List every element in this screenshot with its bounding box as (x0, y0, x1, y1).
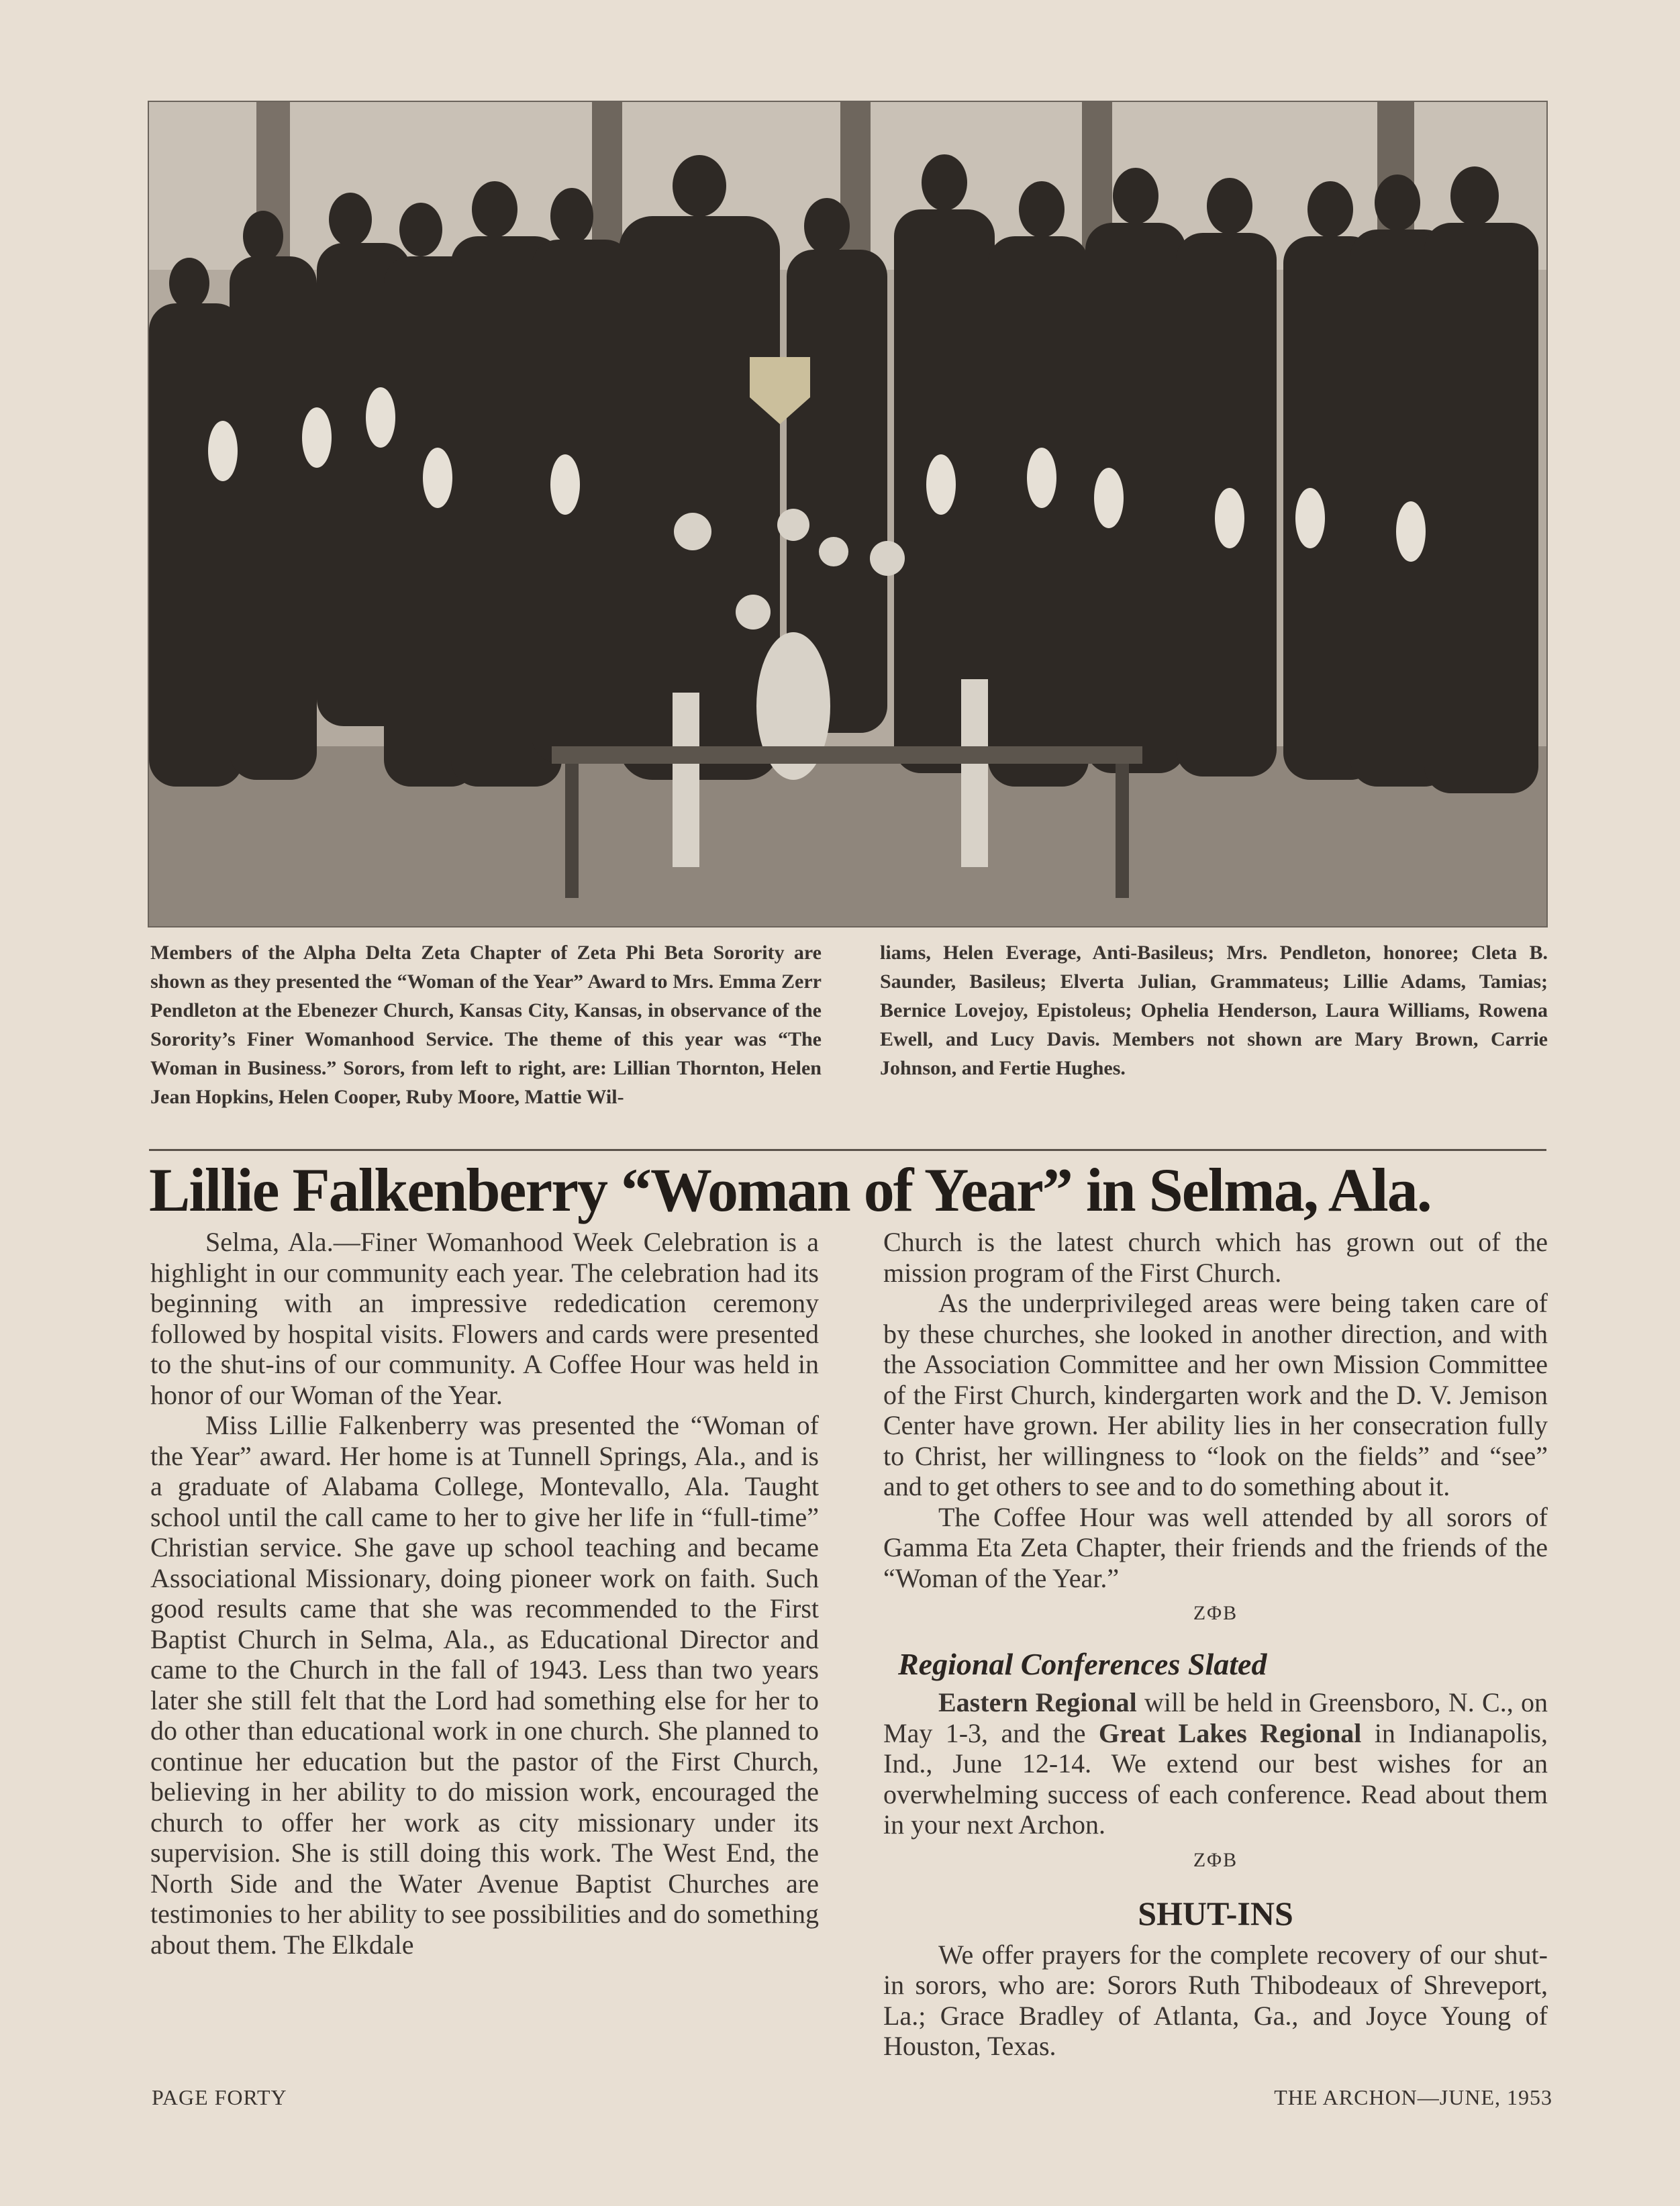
section-divider-symbol: ΖΦΒ (1193, 1602, 1238, 1624)
article-headline: Lillie Falkenberry “Woman of Year” in Selma, Ala. (149, 1156, 1431, 1224)
group-photo-illustration (149, 102, 1546, 926)
regional-conferences-text (883, 1687, 1548, 1840)
photo-caption-right: liams, Helen Everage, Anti-Basileus; Mrs. Pendleton, honoree; Cleta B. Saunder, Basileus; Elverta Julian, Grammateus; Lillie Adams, Tamias; Bernice Lovejoy, Epistoleus; Ophelia Henderson, Laura Williams, Rowena Ewell, and Lucy Davis. Members not shown are Mary Brown, Carrie Johnson, and Fertie Hughes. (880, 942, 1548, 1079)
page-number-footer: PAGE FORTY (152, 2085, 287, 2109)
article-column-right (883, 1227, 1548, 2062)
publication-footer: THE ARCHON—JUNE, 1953 (1274, 2085, 1552, 2109)
article-paragraph: Miss Lillie Falkenberry was presented the “Woman of the Year” award. Her home is at Tunnell Springs, Ala., and is a graduate of Alabama College, Montevallo, Ala. Taught school until the call came to her to give her life in “full-time” Christian service. She gave up school teaching and became Associational Missionary, doing pioneer work on faith. Such good results came that she was recommended to the First Baptist Church in Selma, Ala., as Educational Director and came to the Church in the fall of 1943. Less than two years later she still felt that the Lord had something else for her to do other than educational work in one church. She planned to continue her education but the pastor of the First Church, believing in her ability to do mission work, encouraged the church to offer her work as city missionary under its supervision. She is still doing this work. The West End, the North Side and the Water Avenue Baptist Churches are testimonies to her ability to see possibilities and do something about them. The Elkdale (150, 1410, 819, 1960)
great-lakes-regional-label: Great Lakes Regional (1098, 1717, 1362, 1748)
article-paragraph: As the underprivileged areas were being taken care of by these churches, she looked in another direction, and with the Association Committee and her own Mission Committee of the First Church, kindergarten work and the D. V. Jemison Center have grown. Her ability lies in her consecration fully to Christ, her willingness to “look on the fields” and “see” and to get others to see and to do something about it. (883, 1288, 1548, 1501)
regional-text-part: will be held in Greensboro, N. C., on May 1-3, and the (883, 1687, 1548, 1748)
regional-conferences-heading: Regional Conferences Slated (898, 1647, 1267, 1681)
group-photograph (148, 101, 1548, 927)
divider-rule (149, 1149, 1546, 1151)
section-divider-symbol: ΖΦΒ (1193, 1848, 1238, 1871)
article-paragraph: Selma, Ala.—Finer Womanhood Week Celebration is a highlight in our community each year. The celebration had its beginning with an impressive rededication ceremony followed by hospital visits. Flowers and cards were presented to the shut-ins of our community. A Coffee Hour was held in honor of our Woman of the Year. (150, 1227, 819, 1410)
article-paragraph: The Coffee Hour was well attended by all sorors of Gamma Eta Zeta Chapter, their friends and the friends of the “Woman of the Year.” (883, 1501, 1548, 1593)
regional-text-part: in Indianapolis, Ind., June 12-14. We extend our best wishes for an overwhelming success of each conference. Read about them in your next Archon. (883, 1717, 1548, 1840)
shut-ins-heading: SHUT-INS (1138, 1894, 1293, 1932)
eastern-regional-label: Eastern Regional (938, 1687, 1137, 1717)
photo-caption-left: Members of the Alpha Delta Zeta Chapter of Zeta Phi Beta Sorority are shown as they presented the “Woman of the Year” Award to Mrs. Emma Zerr Pendleton at the Ebenezer Church, Kansas City, Kansas, in observance of the Sorority’s Finer Womanhood Service. The theme of this year was “The Woman in Business.” Sorors, from left to right, are: Lillian Thornton, Helen Jean Hopkins, Helen Cooper, Ruby Moore, Mattie Wil- (150, 942, 822, 1108)
article-column-left (150, 1227, 819, 1960)
shut-ins-text: We offer prayers for the complete recovery of our shut-in sorors, who are: Sorors Ruth Thibodeaux of Shreveport, La.; Grace Bradley of Atlanta, Ga., and Joyce Young of Houston, Texas. (883, 1939, 1548, 2061)
article-paragraph: Church is the latest church which has grown out of the mission program of the First Church. (883, 1227, 1548, 1288)
